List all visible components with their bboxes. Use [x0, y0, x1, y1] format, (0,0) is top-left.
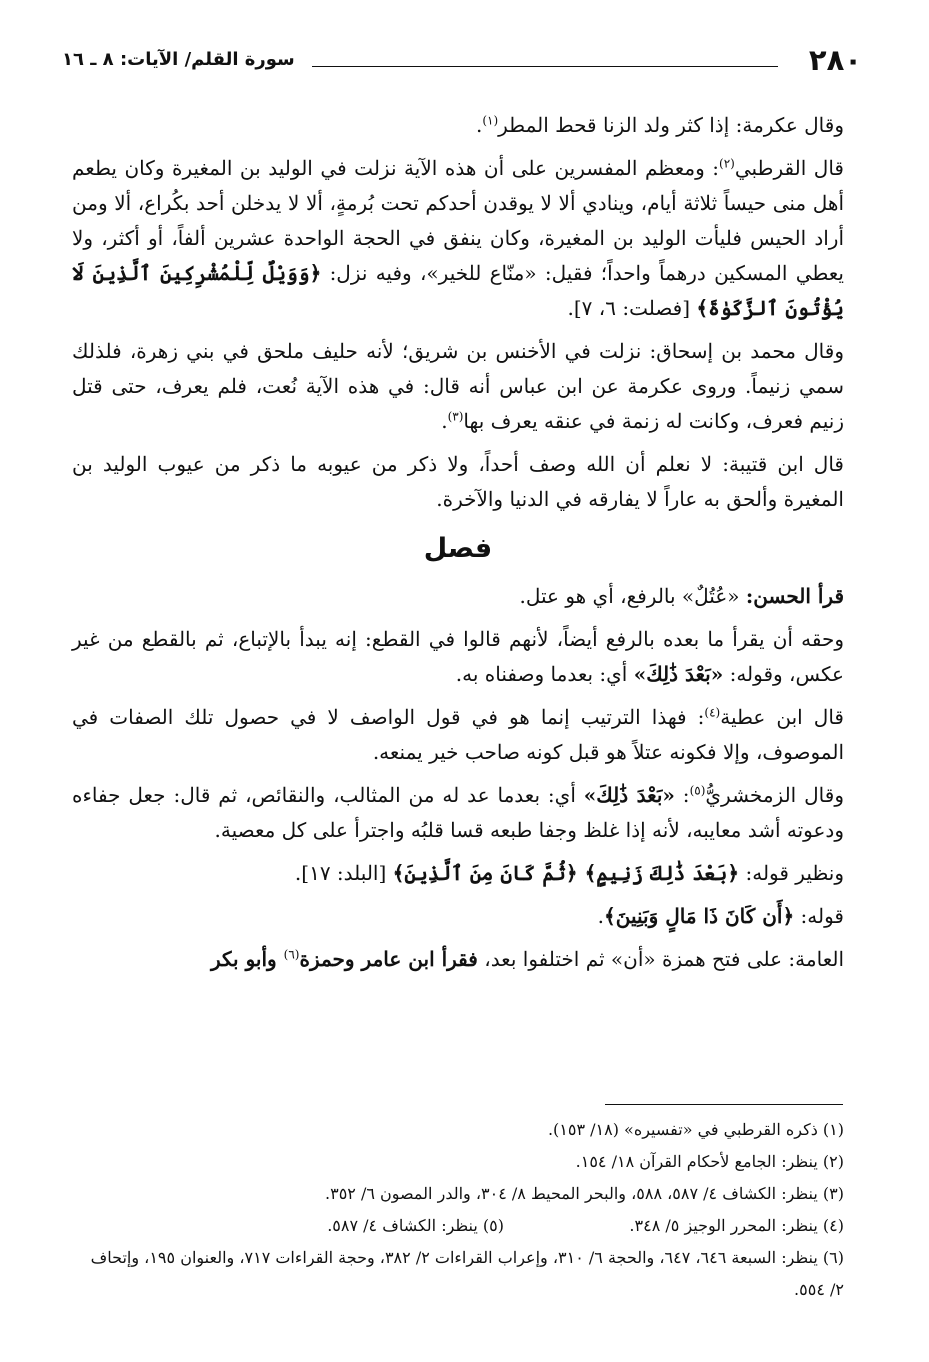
footnote-item: (٦) ينظر: السبعة ٦٤٦، ٦٤٧، والحجة ٦/ ٣١٠، وإعراب القراءات ٢/ ٣٨٢، وحجة القراءات ٧١٧، والعنوان ١٩٥، وإتحاف ٢/ ٥٥٤.	[90, 1248, 844, 1299]
running-header	[62, 40, 862, 80]
quran-quote: «بَعْدَ ذَٰلِكَ»	[633, 662, 724, 686]
footnote-separator	[605, 1104, 843, 1105]
quran-quote: ﴿أَن كَانَ ذَا مَالٍ وَبَنِينَ﴾	[604, 904, 795, 928]
paragraph-qurtubi: قال القرطبي$^{(٢)}$: ومعظم المفسرين على أن هذه الآية نزلت في الوليد بن المغيرة وكان يطعم أهل منى حيساً ثلاثة أيام، وينادي ألا لا يوقدن أحدكم تحت بُرمةٍ، ألا لا يدخلن أحد بكُراع، ألا ومن أراد الحيس فليأت الوليد بن المغيرة، وكان ينفق في الحجة الواحدة عشرين ألفاً، أو أكثر، ولا يعطي المسكين درهماً واحداً؛ فقيل: «منّاع للخير»، وفيه نزل: ﴿وَوَيْلٌ لِّلْمُشْرِكِينَ ٱلَّذِينَ لَا يُؤْتُونَ ٱلزَّكَوٰةَ﴾ [فصلت: ٦، ٧].	[72, 156, 845, 320]
footnote-ref: (١)	[482, 113, 499, 128]
footnote-item: (٥) ينظر: الكشاف ٤/ ٥٨٧.	[327, 1216, 504, 1235]
quran-quote: ﴿بَعْدَ ذَٰلِكَ زَنِيمٍ﴾	[584, 861, 740, 885]
main-text	[72, 108, 844, 985]
running-title: سورة القلم/ الآيات: ٨ ـ ١٦	[62, 49, 295, 70]
footnote-item: (٣) ينظر: الكشاف ٤/ ٥٨٧، ٥٨٨، والبحر المحيط ٨/ ٣٠٤، والدر المصون ٦/ ٣٥٢.	[325, 1184, 844, 1203]
paragraph-amma: العامة: على فتح همزة «أن» ثم اختلفوا بعد، فقرأ ابن عامر وحمزة$^{(٦)}$ وأبو بكر	[210, 947, 844, 971]
footnote-item: (١) ذكره القرطبي في «تفسيره» (١٨/ ١٥٣).	[547, 1120, 844, 1139]
page-number: ٢٨٠	[808, 43, 862, 77]
header-rule	[312, 66, 778, 67]
paragraph-ibn-atiyya: قال ابن عطية$^{(٤)}$: فهذا الترتيب إنما هو في قول الواصف لا في حصول تلك الصفات في الموصوف، وإلا فكونه عتلاً هو قبل كونه صاحب خير يمنعه.	[72, 705, 844, 764]
footnote-ref: (٣)	[447, 409, 464, 424]
paragraph-hasan-reading: قرأ الحسن: «عُتُلٌ» بالرفع، أي هو عتل.	[519, 584, 844, 608]
footnote-ref: (٥)	[689, 783, 706, 798]
paragraph-raf: وحقه أن يقرأ ما بعده بالرفع أيضاً، لأنهم قالوا في القطع: إنه يبدأ بالإتباع، ثم بالقطع من غير عكس، وقوله: «بَعْدَ ذَٰلِكَ» أي: بعدما وصفناه به.	[72, 627, 844, 686]
quran-quote: «بَعْدَ ذَٰلِكَ»	[583, 783, 675, 807]
quran-quote: ﴿وَوَيْلٌ لِّلْمُشْرِكِينَ ٱلَّذِينَ لَا يُؤْتُونَ ٱلزَّكَوٰةَ﴾	[72, 261, 844, 320]
footnote-ref: (٤)	[704, 705, 721, 720]
footnotes	[72, 1114, 844, 1306]
footnote-ref: (٢)	[719, 156, 735, 171]
paragraph-zamakhshari: وقال الزمخشريُّ$^{(٥)}$: «بَعْدَ ذَٰلِكَ» أي: بعدما عد له من المثالب، والنقائص، ثم قال: جعل جفاءه ودعوته أشد معايبه، لأنه إذا غلظ وجفا طبعه قسا قلبُه واجترأ على كل معصية.	[72, 783, 844, 842]
paragraph-nazir: ونظير قوله: ﴿بَعْدَ ذَٰلِكَ زَنِيمٍ﴾ ﴿ثُمَّ كَانَ مِنَ ٱلَّذِينَ﴾ [البلد: ١٧].	[294, 861, 844, 885]
section-heading: فصل	[423, 533, 493, 564]
paragraph-ikrima: وقال عكرمة: إذا كثر ولد الزنا قحط المطر$^{(١)}$.	[475, 113, 844, 137]
footnote-row	[72, 1210, 844, 1242]
paragraph-qawluhu: قوله: ﴿أَن كَانَ ذَا مَالٍ وَبَنِينَ﴾.	[597, 904, 844, 928]
paragraph-ibn-qutayba: قال ابن قتيبة: لا نعلم أن الله وصف أحداً، ولا ذكر من عيوبه ما ذكر من عيوب الوليد بن المغيرة وألحق به عاراً لا يفارقه في الدنيا والآخرة.	[72, 452, 844, 511]
footnote-ref: (٦)	[283, 947, 300, 962]
footnote-item: (٤) ينظر: المحرر الوجيز ٥/ ٣٤٨.	[629, 1216, 844, 1235]
paragraph-ibn-ishaq: وقال محمد بن إسحاق: نزلت في الأخنس بن شريق؛ لأنه حليف ملحق في بني زهرة، فلذلك سمي زنيماً. وروى عكرمة عن ابن عباس أنه قال: في هذه الآية نُعت، فلم يعرف، حتى قتل زنيم فعرف، وكانت له زنمة في عنقه يعرف بها$^{(٣)}$.	[72, 339, 844, 433]
footnote-item: (٢) ينظر: الجامع لأحكام القرآن ١٨/ ١٥٤.	[575, 1152, 844, 1171]
quran-quote: ﴿ثُمَّ كَانَ مِنَ ٱلَّذِينَ﴾	[392, 861, 585, 885]
